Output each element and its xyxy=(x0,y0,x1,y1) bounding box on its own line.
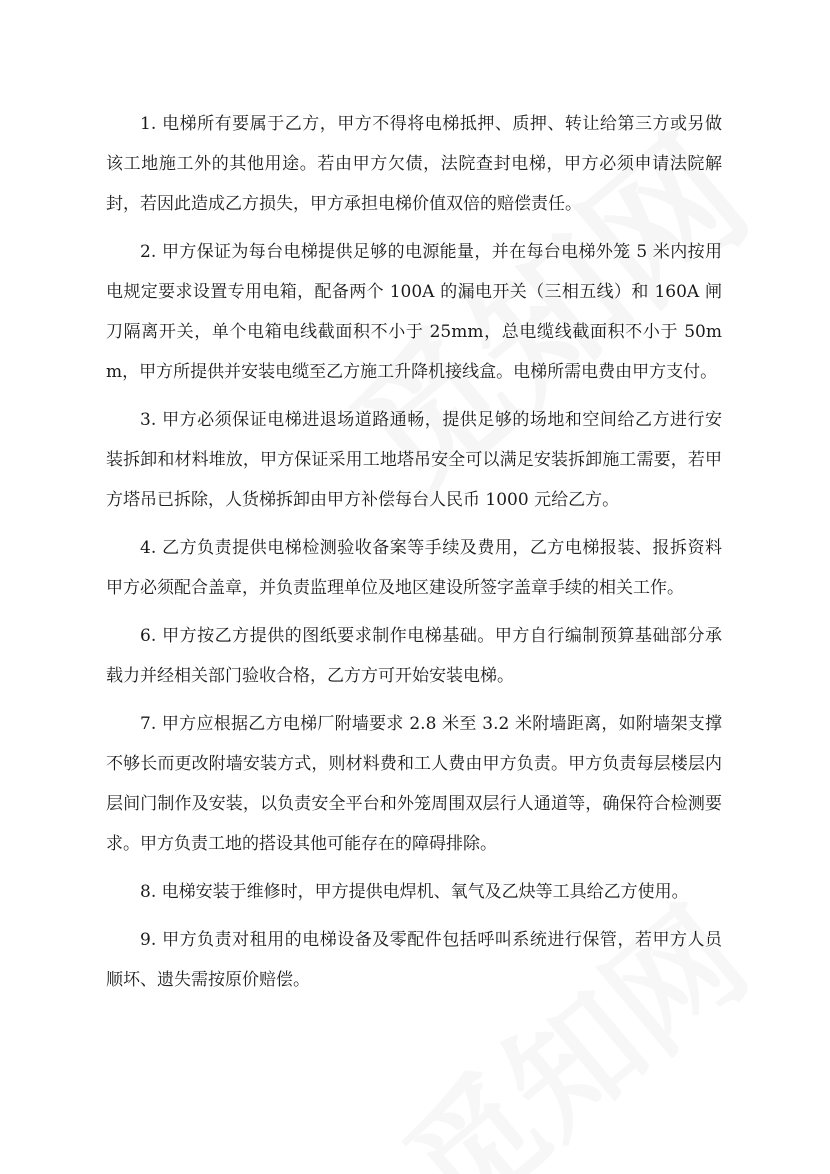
document-body xyxy=(106,104,722,1008)
clause-6: 6. 甲方按乙方提供的图纸要求制作电梯基础。甲方自行编制预算基础部分承载力并经相关部门验收合格，乙方方可开始安装电梯。 xyxy=(106,626,722,686)
clause-9: 9. 甲方负责对租用的电梯设备及零配件包括呼叫系统进行保管，若甲方人员顺坏、遗失需按原价赔偿。 xyxy=(106,930,722,990)
clause-3: 3. 甲方必须保证电梯进退场道路通畅，提供足够的场地和空间给乙方进行安装拆卸和材料堆放，甲方保证采用工地塔吊安全可以满足安装拆卸施工需要，若甲方塔吊已拆除，人货梯拆卸由甲方补偿每台人民币 1000 元给乙方。 xyxy=(106,410,722,510)
clause-2: 2. 甲方保证为每台电梯提供足够的电源能量，并在每台电梯外笼 5 米内按用电规定要求设置专用电箱，配备两个 100A 的漏电开关（三相五线）和 160A 闸刀隔离开关，单个电箱电线截面积不小于 25mm，总电缆线截面积不小于 50mm，甲方所提供并安装电缆至乙方施工升降机接线盒。电梯所需电费由甲方支付。 xyxy=(106,242,722,382)
clause-1: 1. 电梯所有要属于乙方，甲方不得将电梯抵押、质押、转让给第三方或另做该工地施工外的其他用途。若由甲方欠债，法院查封电梯，甲方必须申请法院解封，若因此造成乙方损失，甲方承担电梯价值双倍的赔偿责任。 xyxy=(106,114,722,214)
clause-7: 7. 甲方应根据乙方电梯厂附墙要求 2.8 米至 3.2 米附墙距离，如附墙架支撑不够长而更改附墙安装方式，则材料费和工人费由甲方负责。甲方负责每层楼层内层间门制作及安装，以负责安全平台和外笼周围双层行人通道等，确保符合检测要求。甲方负责工地的搭设其他可能存在的障碍排除。 xyxy=(106,714,722,854)
clause-8: 8. 电梯安装于维修时，甲方提供电焊机、氧气及乙炔等工具给乙方使用。 xyxy=(140,882,689,902)
clause-4: 4. 乙方负责提供电梯检测验收备案等手续及费用，乙方电梯报装、报拆资料甲方必须配合盖章，并负责监理单位及地区建设所签字盖章手续的相关工作。 xyxy=(106,538,722,598)
